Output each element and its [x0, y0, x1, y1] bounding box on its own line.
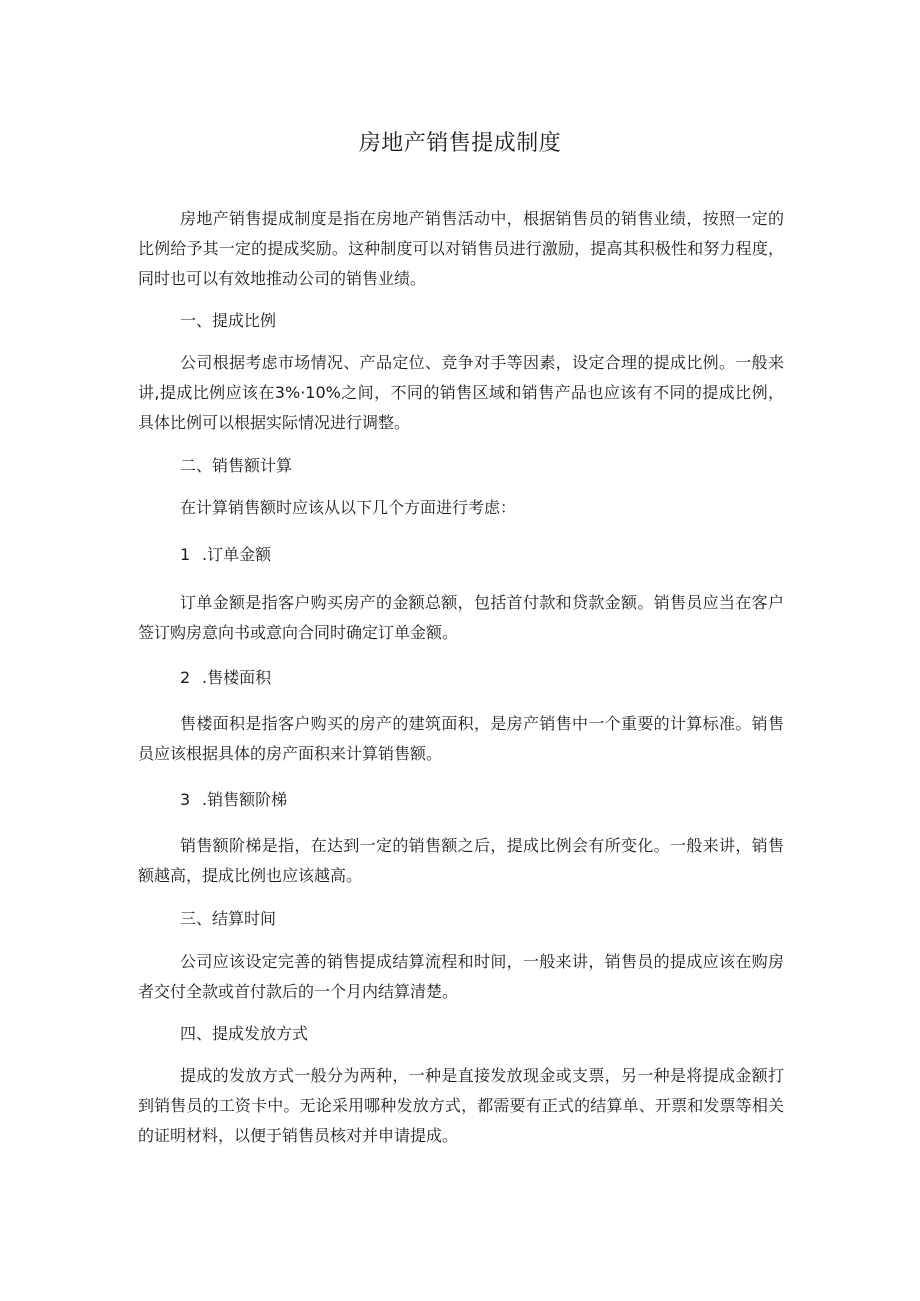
paragraph-payment-method: 提成的发放方式一般分为两种，一种是直接发放现金或支票，另一种是将提成金额打到销售员的工资卡中。无论采用哪种发放方式，都需要有正式的结算单、开票和发票等相关的证明材料，以便于销售员核对并申请提成。: [138, 1066, 784, 1145]
intro-paragraph: 房地产销售提成制度是指在房地产销售活动中，根据销售员的销售业绩，按照一定的比例给予其一定的提成奖励。这种制度可以对销售员进行激励，提高其积极性和努力程度，同时也可以有效地推动公司的销售业绩。: [138, 209, 784, 288]
item-label: .订单金额: [202, 545, 272, 564]
section-heading-sales-calculation: 二、销售额计算: [180, 456, 293, 475]
subheading-order-amount: [138, 540, 826, 570]
item-label: .销售额阶梯: [202, 790, 288, 809]
item-number: 1: [180, 545, 191, 564]
section-heading-commission-rate: 一、提成比例: [180, 311, 277, 330]
item-label: .售楼面积: [202, 668, 272, 687]
item-number: 3: [180, 790, 191, 809]
document-title: 房地产销售提成制度: [358, 131, 562, 156]
subheading-sales-tier: [138, 785, 826, 815]
paragraph-commission-rate: 公司根据考虑市场情况、产品定位、竞争对手等因素，设定合理的提成比例。一般来讲,提成比例应该在3%·10%之间，不同的销售区域和销售产品也应该有不同的提成比例，具体比例可以根据实际情况进行调整。: [138, 353, 784, 432]
section-heading-settlement-time: 三、结算时间: [180, 909, 277, 928]
paragraph-floor-area: 售楼面积是指客户购买的房产的建筑面积，是房产销售中一个重要的计算标准。销售员应该根据具体的房产面积来计算销售额。: [138, 714, 784, 763]
item-number: 2: [180, 668, 191, 687]
paragraph-order-amount: 订单金额是指客户购买房产的金额总额，包括首付款和贷款金额。销售员应当在客户签订购房意向书或意向合同时确定订单金额。: [138, 593, 784, 642]
subheading-floor-area: [138, 663, 826, 693]
section-heading-payment-method: 四、提成发放方式: [180, 1024, 309, 1043]
paragraph-sales-tier: 销售额阶梯是指，在达到一定的销售额之后，提成比例会有所变化。一般来讲，销售额越高，提成比例也应该越高。: [138, 836, 784, 885]
paragraph-settlement-time: 公司应该设定完善的销售提成结算流程和时间，一般来讲，销售员的提成应该在购房者交付全款或首付款后的一个月内结算清楚。: [138, 952, 784, 1001]
paragraph-sales-calculation: 在计算销售额时应该从以下几个方面进行考虑：: [180, 498, 517, 517]
